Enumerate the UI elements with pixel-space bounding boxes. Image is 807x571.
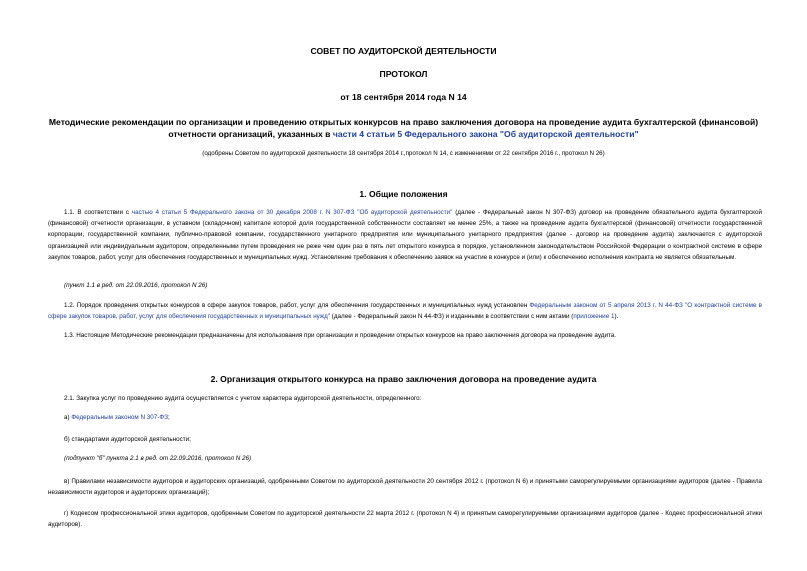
law-307-link[interactable]: Федеральным законом N 307-ФЗ xyxy=(71,414,168,421)
paragraph-1-2-mid: (далее - Федеральный закон N 44-ФЗ) и изданными в соответствии с ним актами ( xyxy=(330,313,574,321)
title-text: Методические рекомендации по организации и проведению открытых конкурсов на право заключения договора на проведение аудита бухгалтерской (финансовой) отчетности организаций, указанных в xyxy=(48,117,759,139)
paragraph-1-2-start: 1.2. Порядок проведения открытых конкурсов в сфере закупок товаров, работ, услуг для обеспечения государственных и муниципальных нужд установлен xyxy=(64,302,530,309)
title-law-link[interactable]: части 4 статьи 5 Федерального закона "Об аудиторской деятельности" xyxy=(332,129,639,139)
section-1-heading: 1. Общие положения xyxy=(359,189,448,199)
law-307-article-link[interactable]: частью 4 статьи 5 Федерального закона от 30 декабря 2008 г. N 307-ФЗ "Об аудиторской деятельности" xyxy=(131,209,453,216)
document-title xyxy=(40,116,767,140)
paragraph-1-2 xyxy=(48,300,762,322)
item-a xyxy=(64,414,170,421)
paragraph-1-3: 1.3. Настоящие Методические рекомендации предназначены для использования при организации и проведении открытых конкурсов на право заключения договора на проведение аудита. xyxy=(64,332,617,339)
council-heading: СОВЕТ ПО АУДИТОРСКОЙ ДЕЯТЕЛЬНОСТИ xyxy=(310,46,497,56)
note-item-b: (подпункт "б" пункта 2.1 в ред. от 22.09.2016, протокол N 26) xyxy=(64,455,252,462)
item-v: в) Правилами независимости аудиторов и аудиторских организаций, одобренными Советом по аудиторской деятельности 20 сентября 2012 г. (протокол N 6) и принятыми саморегулируемыми организациями аудиторов (далее - Правила независимости аудиторов и аудиторских организаций); xyxy=(48,478,762,497)
item-g: г) Кодексом профессиональной этики аудиторов, одобренным Советом по аудиторской деятельности 22 марта 2012 г. (протокол N 4) и принятым саморегулируемыми организациями аудиторов (далее - Кодекс профессиональной этики аудиторов). xyxy=(48,510,762,529)
protocol-heading: ПРОТОКОЛ xyxy=(379,69,428,79)
protocol-date: от 18 сентября 2014 года N 14 xyxy=(340,92,467,102)
note-1-1: (пункт 1.1 в ред. от 22.09.2016, протокол N 26) xyxy=(64,282,208,289)
section-2-heading: 2. Организация открытого конкурса на право заключения договора на проведение аудита xyxy=(210,374,597,384)
appendix-1-link[interactable]: приложение 1 xyxy=(573,313,615,321)
paragraph-2-1: 2.1. Закупка услуг по проведению аудита осуществляется с учетом характера аудиторской деятельности, определенного: xyxy=(64,395,422,402)
paragraph-1-1-rest: (далее - Федеральный закон N 307-ФЗ) договор на проведение обязательного аудита бухгалтерской (финансовой) отчетности организации, в уставном (складочном) капитале которой доля государственной собственности составляет не менее 25%, а также на проведение аудита бухгалтерской (финансовой) отчетности государственной корпорации, государственной компании, публично-правовой компании, государственного унитарного предприятия или муниципального унитарного предприятия (далее - договор на проведение аудита) заключается с аудиторской организацией или индивидуальным аудитором, определенными путем проведения не реже чем один раз в пять лет открытого конкурса в порядке, установленном законодательством Российской Федерации о контрактной системе в сфере закупок товаров, работ, услуг для обеспечения государственных и муниципальных нужд. Установление требования к обеспечению заявок на участие в конкурсе и (или) к обеспечению исполнения контракта не является обязательным. xyxy=(48,209,762,261)
paragraph-1-1 xyxy=(48,207,762,263)
item-a-prefix: а) xyxy=(64,414,72,421)
item-b: б) стандартами аудиторской деятельности; xyxy=(64,436,191,443)
item-a-suffix: ; xyxy=(168,414,170,421)
approval-note: (одобрены Советом по аудиторской деятельности 18 сентября 2014 г.,протокол N 14, с изменениями от 22 сентября 2016 г., протокол N 26) xyxy=(202,150,605,157)
law-44-link[interactable]: Федеральным законом от 5 апреля 2013 г. N 44-ФЗ "О контрактной системе в сфере закупок товаров, работ, услуг для обеспечения государственных и муниципальных нужд" xyxy=(48,302,762,321)
paragraph-1-2-end: ). xyxy=(614,313,619,321)
paragraph-1-1-start: 1.1. В соответствии с xyxy=(64,209,132,216)
